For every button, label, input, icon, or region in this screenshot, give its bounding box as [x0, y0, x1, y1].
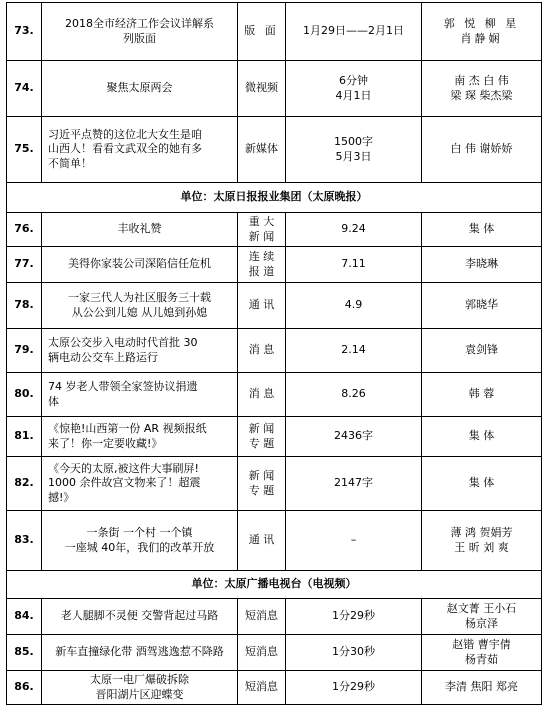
award-table [6, 2, 542, 705]
entry-title: 习近平点赞的这位北大女生是咱 山西人！看看文武双全的她有多 不简单！ [42, 117, 238, 183]
entry-title: 《惊艳!山西第一份 AR 视频报纸 来了！你一定要收藏!》 [42, 417, 238, 457]
entry-spec: 8.26 [286, 373, 422, 417]
entry-author: 赵锴 曹宇倩 杨青茹 [422, 635, 542, 671]
table-row [7, 61, 542, 117]
entry-form: 消 息 [238, 329, 286, 373]
entry-form: 版 面 [238, 3, 286, 61]
entry-author: 白 伟 谢娇娇 [422, 117, 542, 183]
table-row [7, 511, 542, 571]
entry-number: 76. [7, 213, 42, 247]
table-row [7, 457, 542, 511]
entry-title: 74 岁老人带领全家签协议捐遗 体 [42, 373, 238, 417]
entry-title: 一家三代人为社区服务三十载 从公公到儿媳 从儿媳到孙媳 [42, 283, 238, 329]
entry-title: 太原一电厂爆破拆除 晋阳湖片区迎蝶变 [42, 671, 238, 705]
entry-author: 薄 鸿 贺娟芳 王 昕 刘 爽 [422, 511, 542, 571]
table-row [7, 635, 542, 671]
entry-form: 短消息 [238, 635, 286, 671]
entry-author: 集 体 [422, 213, 542, 247]
entry-spec: 2436字 [286, 417, 422, 457]
table-row [7, 3, 542, 61]
entry-author: 郭晓华 [422, 283, 542, 329]
entry-spec: 2.14 [286, 329, 422, 373]
entry-spec: 1分30秒 [286, 635, 422, 671]
entry-form: 通 讯 [238, 511, 286, 571]
entry-form: 消 息 [238, 373, 286, 417]
entry-author: 赵文菁 王小石 杨京泽 [422, 599, 542, 635]
entry-author: 集 体 [422, 417, 542, 457]
entry-form: 重 大 新 闻 [238, 213, 286, 247]
entry-number: 83. [7, 511, 42, 571]
entry-form: 连 续 报 道 [238, 247, 286, 283]
section-header-row [7, 183, 542, 213]
entry-title: 丰收礼赞 [42, 213, 238, 247]
table-row [7, 117, 542, 183]
entry-title: 2018全市经济工作会议详解系 列版面 [42, 3, 238, 61]
table-row [7, 373, 542, 417]
table-row [7, 329, 542, 373]
entry-form: 短消息 [238, 599, 286, 635]
entry-number: 75. [7, 117, 42, 183]
entry-number: 86. [7, 671, 42, 705]
entry-form: 通 讯 [238, 283, 286, 329]
table-row [7, 599, 542, 635]
table-row [7, 213, 542, 247]
entry-number: 78. [7, 283, 42, 329]
entry-spec: 1分29秒 [286, 671, 422, 705]
entry-spec: 9.24 [286, 213, 422, 247]
section-header-row [7, 571, 542, 599]
entry-form: 微视频 [238, 61, 286, 117]
entry-author: 李清 焦阳 郑亮 [422, 671, 542, 705]
entry-title: 美得你家装公司深陷信任危机 [42, 247, 238, 283]
entry-spec: 7.11 [286, 247, 422, 283]
entry-title: 太原公交步入电动时代首批 30 辆电动公交车上路运行 [42, 329, 238, 373]
entry-spec: – [286, 511, 422, 571]
unit-label: 单位：太原广播电视台（电视频） [7, 571, 542, 599]
entry-number: 74. [7, 61, 42, 117]
entry-spec: 1500字 5月3日 [286, 117, 422, 183]
table-row [7, 283, 542, 329]
entry-form: 新 闻 专 题 [238, 417, 286, 457]
entry-title: 新车直撞绿化带 酒驾逃逸惹不降路 [42, 635, 238, 671]
entry-number: 77. [7, 247, 42, 283]
entry-title: 《今天的太原,被这件大事刷屏! 1000 余件故宫文物来了！超震 撼!》 [42, 457, 238, 511]
entry-form: 新 闻 专 题 [238, 457, 286, 511]
entry-form: 短消息 [238, 671, 286, 705]
entry-spec: 6分钟 4月1日 [286, 61, 422, 117]
entry-number: 82. [7, 457, 42, 511]
entry-number: 81. [7, 417, 42, 457]
entry-author: 南 杰 白 伟 梁 琛 柴杰梁 [422, 61, 542, 117]
entry-spec: 2147字 [286, 457, 422, 511]
table-row [7, 671, 542, 705]
entry-author: 郭 悦 柳 星 肖静娴 [422, 3, 542, 61]
entry-spec: 1月29日——2月1日 [286, 3, 422, 61]
table-row [7, 417, 542, 457]
entry-number: 80. [7, 373, 42, 417]
unit-label: 单位：太原日报报业集团（太原晚报） [7, 183, 542, 213]
entry-author: 李晓琳 [422, 247, 542, 283]
table-row [7, 247, 542, 283]
entry-author: 韩 蓉 [422, 373, 542, 417]
entry-number: 73. [7, 3, 42, 61]
entry-author: 集 体 [422, 457, 542, 511]
entry-spec: 4.9 [286, 283, 422, 329]
entry-number: 84. [7, 599, 42, 635]
entry-number: 79. [7, 329, 42, 373]
entry-form: 新媒体 [238, 117, 286, 183]
entry-number: 85. [7, 635, 42, 671]
entry-author: 袁剑锋 [422, 329, 542, 373]
entry-title: 聚焦太原两会 [42, 61, 238, 117]
entry-title: 一条街 一个村 一个镇 一座城 40年，我们的改革开放 [42, 511, 238, 571]
entry-title: 老人腿脚不灵便 交警背起过马路 [42, 599, 238, 635]
entry-spec: 1分29秒 [286, 599, 422, 635]
